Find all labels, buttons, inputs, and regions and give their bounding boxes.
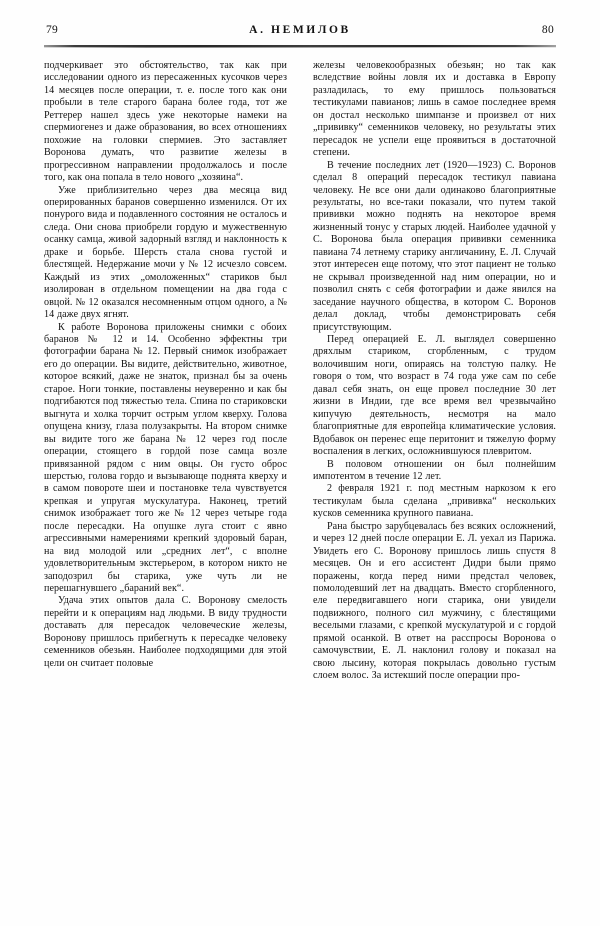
paragraph: Рана быстро зарубцевалась без всяких осложнений, и через 12 дней после операции Е. Л. уехал из Парижа. Увидеть его С. Воронову пришлось лишь спустя 8 месяцев. Он и его ассистент Дидри были прямо поражены, когда перед ними предстал человек, помолодевший лет на двадцать. Вместо сгорбленного, еле передвигавшего ноги старика, они увидели подвижного, полного сил мужчину, с блестящими веселыми глазами, с крепкой мускулатурой и с гордой прямой осанкой. В ответ на расспросы Воронова о самочувствии, Е. Л. наклонил голову и показал на свою лысину, которая покрылась довольно густым слоем волос. За истекший после операции про- [313, 520, 556, 682]
column-right [313, 60, 556, 906]
page-number-left: 79 [46, 24, 59, 36]
running-head [44, 24, 556, 42]
paragraph: Уже приблизительно через два месяца вид оперированных баранов совершенно изменился. От их понурого вида и подавленного состояния не осталось и следа. Они снова приобрели гордую и мужественную осанку самца, живой задорный взгляд и наклонность к драке и борьбе. Шерсть стала снова густой и блестящей. Недержание мочи у № 12 исчезло совсем. Каждый из этих „омоложенных“ стариков был изолирован в отдельном помещении на два года с овцой. № 12 оказался несомненным отцом одного, а № 14 даже двух ягнят. [44, 184, 287, 321]
paragraph: Перед операцией Е. Л. выглядел совершенно дряхлым стариком, сгорбленным, с трудом волочившим ноги, опираясь на толстую палку. Не говоря о том, что возраст в 74 года уже сам по себе давал себя знать, он еще провел последние 30 лет жизни в Индии, где все время вел чрезвычайно кипучую деятельность, несмотря на мало благоприятные для европейца климатические условия. Вдобавок он перенес еще перитонит и тяжелую форму воспаления в легких, осложнившуюся плевритом. [313, 333, 556, 458]
paragraph: В течение последних лет (1920—1923) С. Воронов сделал 8 операций пересадок тестикул павиана человеку. Не все они дали одинаково благоприятные результаты, но все-таки показали, что путем такой прививки можно поднять на некоторое время жизненный тонус у старых людей. Наиболее удачной у С. Воронова была операция прививки семенника павиана 74 летнему старику англичанину, Е. Л. Случай этот интересен еще потому, что этот пациент не только не скрывал произведенной над ним операции, но и позволил снять с себя фотографии и даже явился на заседание научного общества, в котором С. Воронов делал доклад, чтобы демонстрировать себя присутствующим. [313, 159, 556, 333]
header-divider-rule [44, 45, 556, 47]
column-gutter [287, 60, 313, 906]
paragraph: В половом отношении он был полнейшим импотентом в течение 12 лет. [313, 458, 556, 482]
paragraph: Удача этих опытов дала С. Воронову смелость перейти и к операциям над людьми. В виду трудности доставать для пересадок человеческие железы, Воронову пришлось прибегнуть к пересадке человеку семенников обезьян. Наиболее подходящими для этой цели он считает половые [44, 595, 287, 669]
paragraph: железы человекообразных обезьян; но так как вследствие войны ловля их и доставка в Европу разладилась, то ему пришлось пользоваться тестикулами павианов; лишь в самое последнее время он достал несколько шимпанзе и произвел от них „прививку“ семенников человеку, но результаты этих пересадок не успели еще проявиться в достаточной степени. [313, 60, 556, 159]
header-divider-rule-shadow [44, 47, 556, 48]
paragraph: К работе Воронова приложены снимки с обоих баранов № 12 и 14. Особенно эффектны три фотографии барана № 12. Первый снимок изображает его до операции. Вы видите, действительно, животное, которое всякий, даже не знаток, признал бы за очень старое. Ноги тонкие, поставлены неуверенно и как бы подгибаются под тяжестью тела. Спина по стариковски выгнута и холка торчит острым углом кверху. Голова опущена книзу, глаза полузакрыты. На втором снимке вы видите того же барана № 12 через год после операции, стоящего в гордой позе самца возле привязанной рядом с ним овцы. Он густо оброс шерстью, голова гордо и вызывающе поднята кверху и в самом повороте шеи и постановке тела чувствуется крепкая и упругая мускулатура. Наконец, третий снимок изображает того же № 12 через четыре года после пересадки. На опушке луга стоит с явно агрессивными намерениями крепкий здоровый баран, на вид молодой или „средних лет“, с вполне удовлетворительным экстерьером, в котором никто не заподозрил бы старика, уже чуть ли не перешагнувшего „бараний век“. [44, 321, 287, 595]
paragraph: подчеркивает это обстоятельство, так как при исследовании одного из пересаженных кусочков через 14 месяцев после операции, т. е. после того как они пробыли в теле старого барана более года, тот же Реттерер нашел здесь уже некоторые намеки на спермиогенез и даже образования, во всех отношениях похожие на головки спермиев. Это заставляет Воронова думать, что развитие железы в прогрессивном направлении продолжалось и после того, как она попала в тело нового „хозяина“. [44, 60, 287, 184]
column-left [44, 60, 287, 906]
page-number-right: 80 [541, 24, 554, 36]
paragraph: 2 февраля 1921 г. под местным наркозом к его тестикулам была сделана „прививка“ нескольких кусков семенника крупного павиана. [313, 483, 556, 520]
text-columns [44, 60, 556, 906]
running-head-title: А. НЕМИЛОВ [249, 24, 351, 36]
